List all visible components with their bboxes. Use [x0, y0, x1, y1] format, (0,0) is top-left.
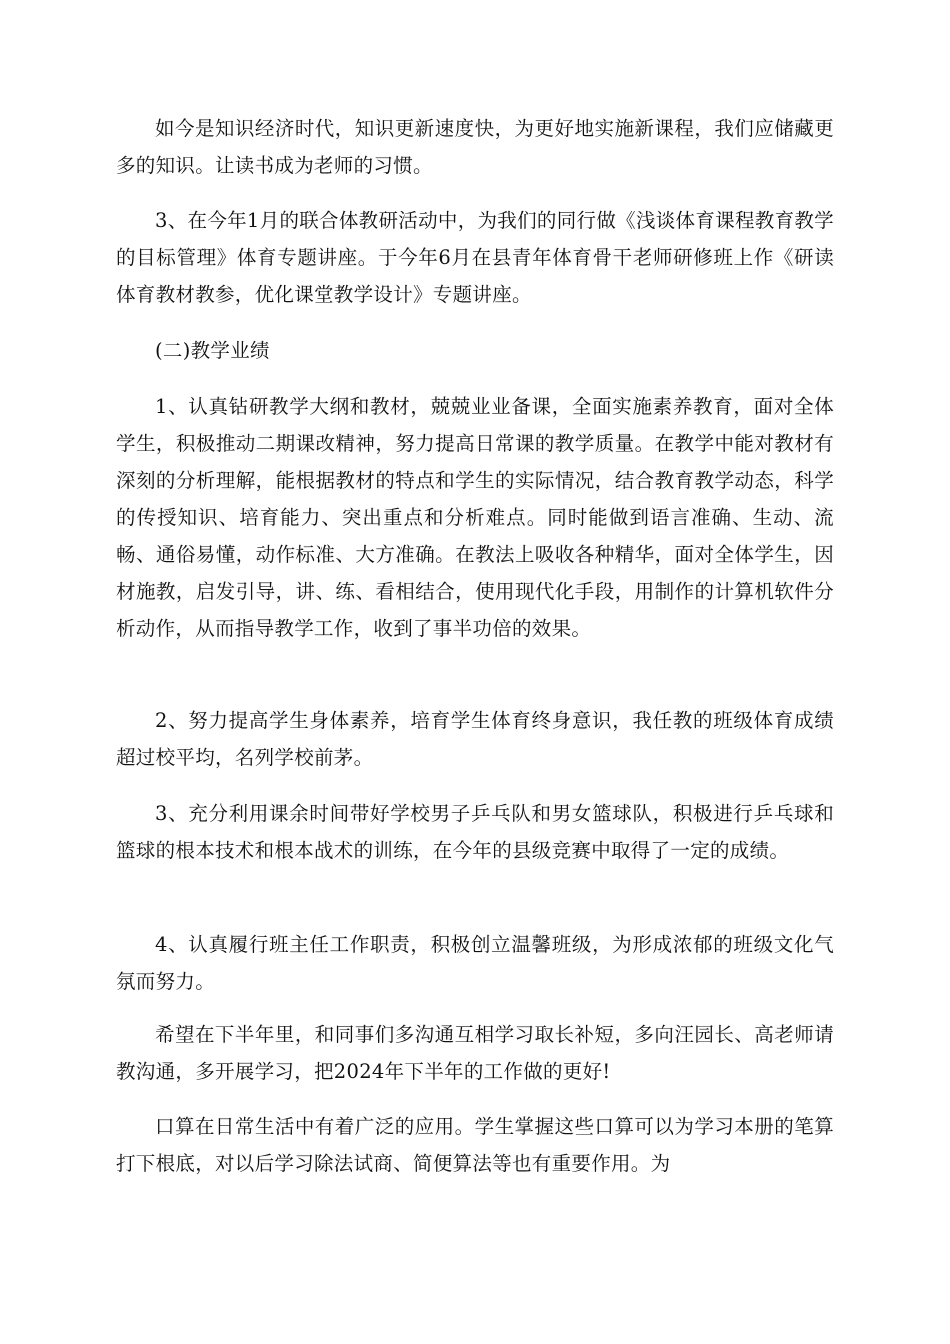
paragraph-achievement-1: 1、认真钻研教学大纲和教材，兢兢业业备课，全面实施素养教育，面对全体学生，积极推动二期课改精神，努力提高日常课的教学质量。在教学中能对教材有深刻的分析理解，能根据教材的特点和学生的实际情况，结合教育教学动态，科学的传授知识、培育能力、突出重点和分析难点。同时能做到语言准确、生动、流畅、通俗易懂，动作标准、大方准确。在教法上吸收各种精华，面对全体学生，因材施教，启发引导，讲、练、看相结合，使用现代化手段，用制作的计算机软件分析动作，从而指导教学工作，收到了事半功倍的效果。 [116, 395, 834, 640]
paragraph-achievement-4: 4、认真履行班主任工作职责，积极创立温馨班级，为形成浓郁的班级文化气氛而努力。 [116, 933, 834, 993]
section-heading-teaching-achievements: (二)教学业绩 [155, 339, 270, 362]
paragraph-achievement-2: 2、努力提高学生身体素养，培育学生体育终身意识，我任教的班级体育成绩超过校平均，名列学校前茅。 [116, 709, 834, 769]
paragraph-hope: 希望在下半年里，和同事们多沟通互相学习取长补短，多向汪园长、高老师请教沟通，多开展学习，把2024年下半年的工作做的更好! [116, 1023, 834, 1083]
paragraph-lectures: 3、在今年1月的联合体教研活动中，为我们的同行做《浅谈体育课程教育教学的目标管理》体育专题讲座。于今年6月在县青年体育骨干老师研修班上作《研读体育教材教参，优化课堂教学设计》专题讲座。 [116, 209, 834, 306]
paragraph-knowledge-economy: 如今是知识经济时代，知识更新速度快，为更好地实施新课程，我们应储藏更多的知识。让读书成为老师的习惯。 [116, 117, 834, 177]
paragraph-achievement-3: 3、充分利用课余时间带好学校男子乒乓队和男女篮球队，积极进行乒乓球和篮球的根本技术和根本战术的训练，在今年的县级竞赛中取得了一定的成绩。 [116, 802, 834, 862]
paragraph-mental-arithmetic: 口算在日常生活中有着广泛的应用。学生掌握这些口算可以为学习本册的笔算打下根底，对以后学习除法试商、简便算法等也有重要作用。为 [116, 1115, 834, 1175]
